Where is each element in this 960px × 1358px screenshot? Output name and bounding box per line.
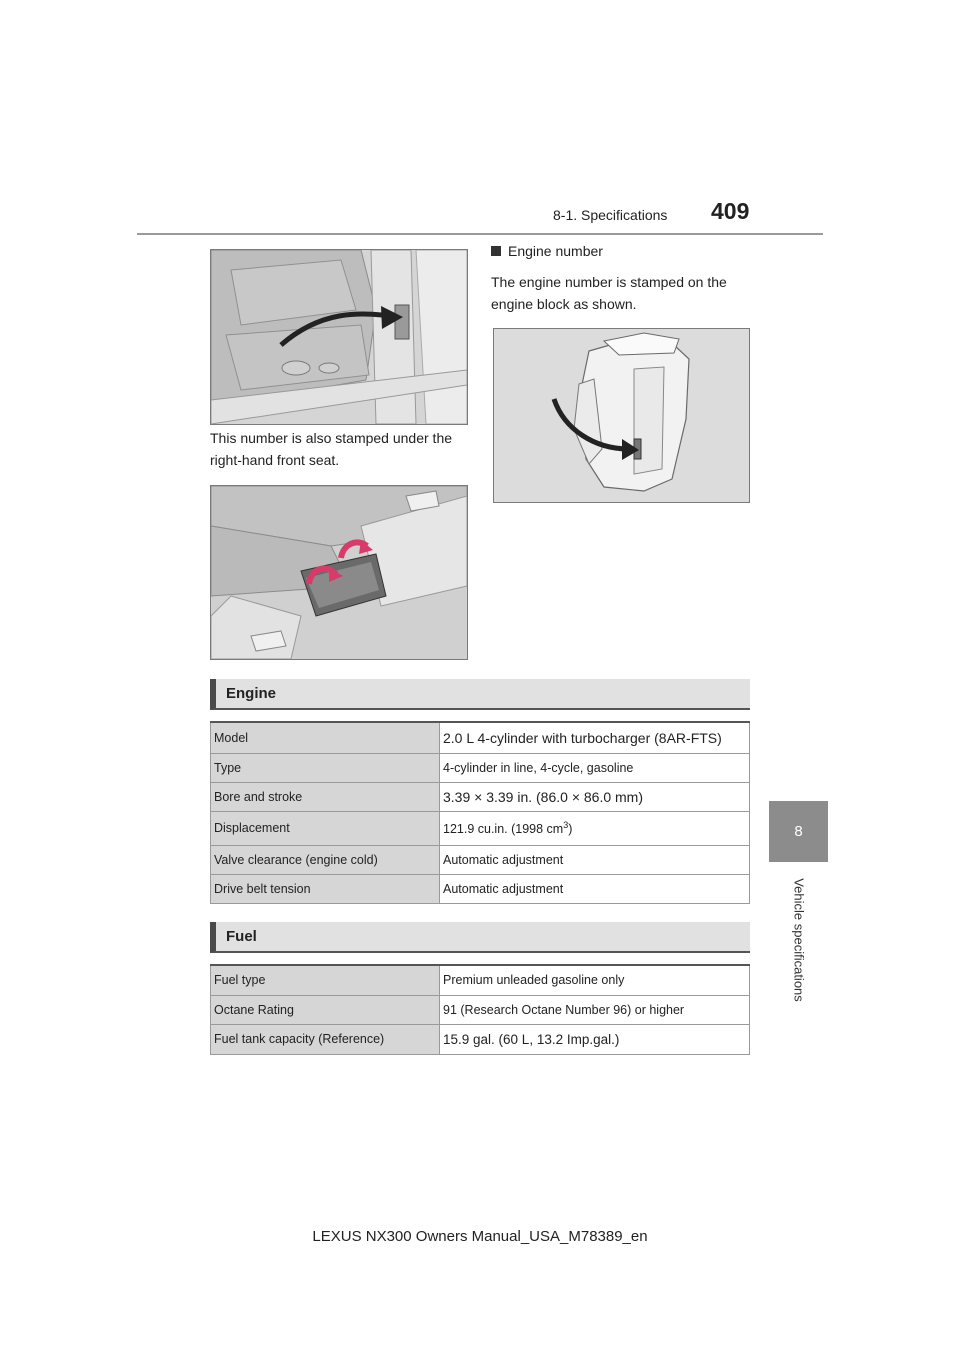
spec-value: 2.0 L 4-cylinder with turbocharger (8AR-FTS): [440, 722, 750, 753]
spec-label: Displacement: [211, 811, 440, 845]
chapter-number: 8: [794, 823, 803, 840]
fuel-section-header: [210, 922, 750, 953]
table-row: [211, 722, 750, 753]
displacement-superscript: 3: [563, 819, 569, 830]
table-row: [211, 995, 750, 1024]
spec-label: Fuel type: [211, 965, 440, 995]
fuel-spec-table: [210, 964, 750, 1055]
engine-number-subheading: [491, 243, 603, 259]
under-seat-drawing: [211, 486, 467, 659]
table-row: [211, 845, 750, 874]
page-number: 409: [711, 198, 750, 224]
spec-label: Bore and stroke: [211, 782, 440, 811]
spec-label: Valve clearance (engine cold): [211, 845, 440, 874]
spec-label: Octane Rating: [211, 995, 440, 1024]
spec-value: Premium unleaded gasoline only: [440, 965, 750, 995]
spec-label: Fuel tank capacity (Reference): [211, 1024, 440, 1054]
engine-spec-table: [210, 721, 750, 904]
table-row: [211, 753, 750, 782]
displacement-value: 121.9 cu.in. (1998 cm: [443, 822, 564, 837]
table-row: [211, 1024, 750, 1054]
seat-caption: This number is also stamped under the right-hand front seat.: [210, 430, 453, 468]
spec-value: 91 (Research Octane Number 96) or higher: [440, 995, 750, 1024]
seat-sill-drawing: [211, 250, 467, 424]
spec-label: Drive belt tension: [211, 874, 440, 903]
table-row: [211, 874, 750, 903]
document-footer: LEXUS NX300 Owners Manual_USA_M78389_en: [312, 1228, 648, 1245]
spec-value: Automatic adjustment: [440, 874, 750, 903]
engine-section-title: Engine: [226, 685, 277, 702]
spec-value: [440, 811, 750, 845]
spec-value: 4-cylinder in line, 4-cycle, gasoline: [440, 753, 750, 782]
square-bullet-icon: [491, 246, 501, 256]
table-row: [211, 782, 750, 811]
chapter-label-text: Vehicle specifications: [791, 878, 807, 1002]
spec-value: 15.9 gal. (60 L, 13.2 Imp.gal.): [440, 1024, 750, 1054]
seat-sill-illustration: [210, 249, 468, 425]
spec-value: Automatic adjustment: [440, 845, 750, 874]
chapter-tab: [769, 801, 828, 862]
table-row: [211, 965, 750, 995]
fuel-section-title: Fuel: [226, 928, 257, 945]
engine-number-subheading-text: Engine number: [508, 243, 603, 259]
engine-block-drawing: [494, 329, 749, 502]
spec-label: Model: [211, 722, 440, 753]
engine-number-text: The engine number is stamped on the engine block as shown.: [491, 274, 727, 312]
displacement-close: ): [568, 822, 573, 837]
chapter-label: [791, 866, 807, 1014]
engine-section-header: [210, 679, 750, 710]
spec-value: 3.39 × 3.39 in. (86.0 × 86.0 mm): [440, 782, 750, 811]
section-title: 8-1. Specifications: [553, 207, 668, 223]
engine-block-illustration: [493, 328, 750, 503]
under-seat-illustration: [210, 485, 468, 660]
header-divider: [137, 233, 823, 235]
table-row: [211, 811, 750, 845]
spec-label: Type: [211, 753, 440, 782]
